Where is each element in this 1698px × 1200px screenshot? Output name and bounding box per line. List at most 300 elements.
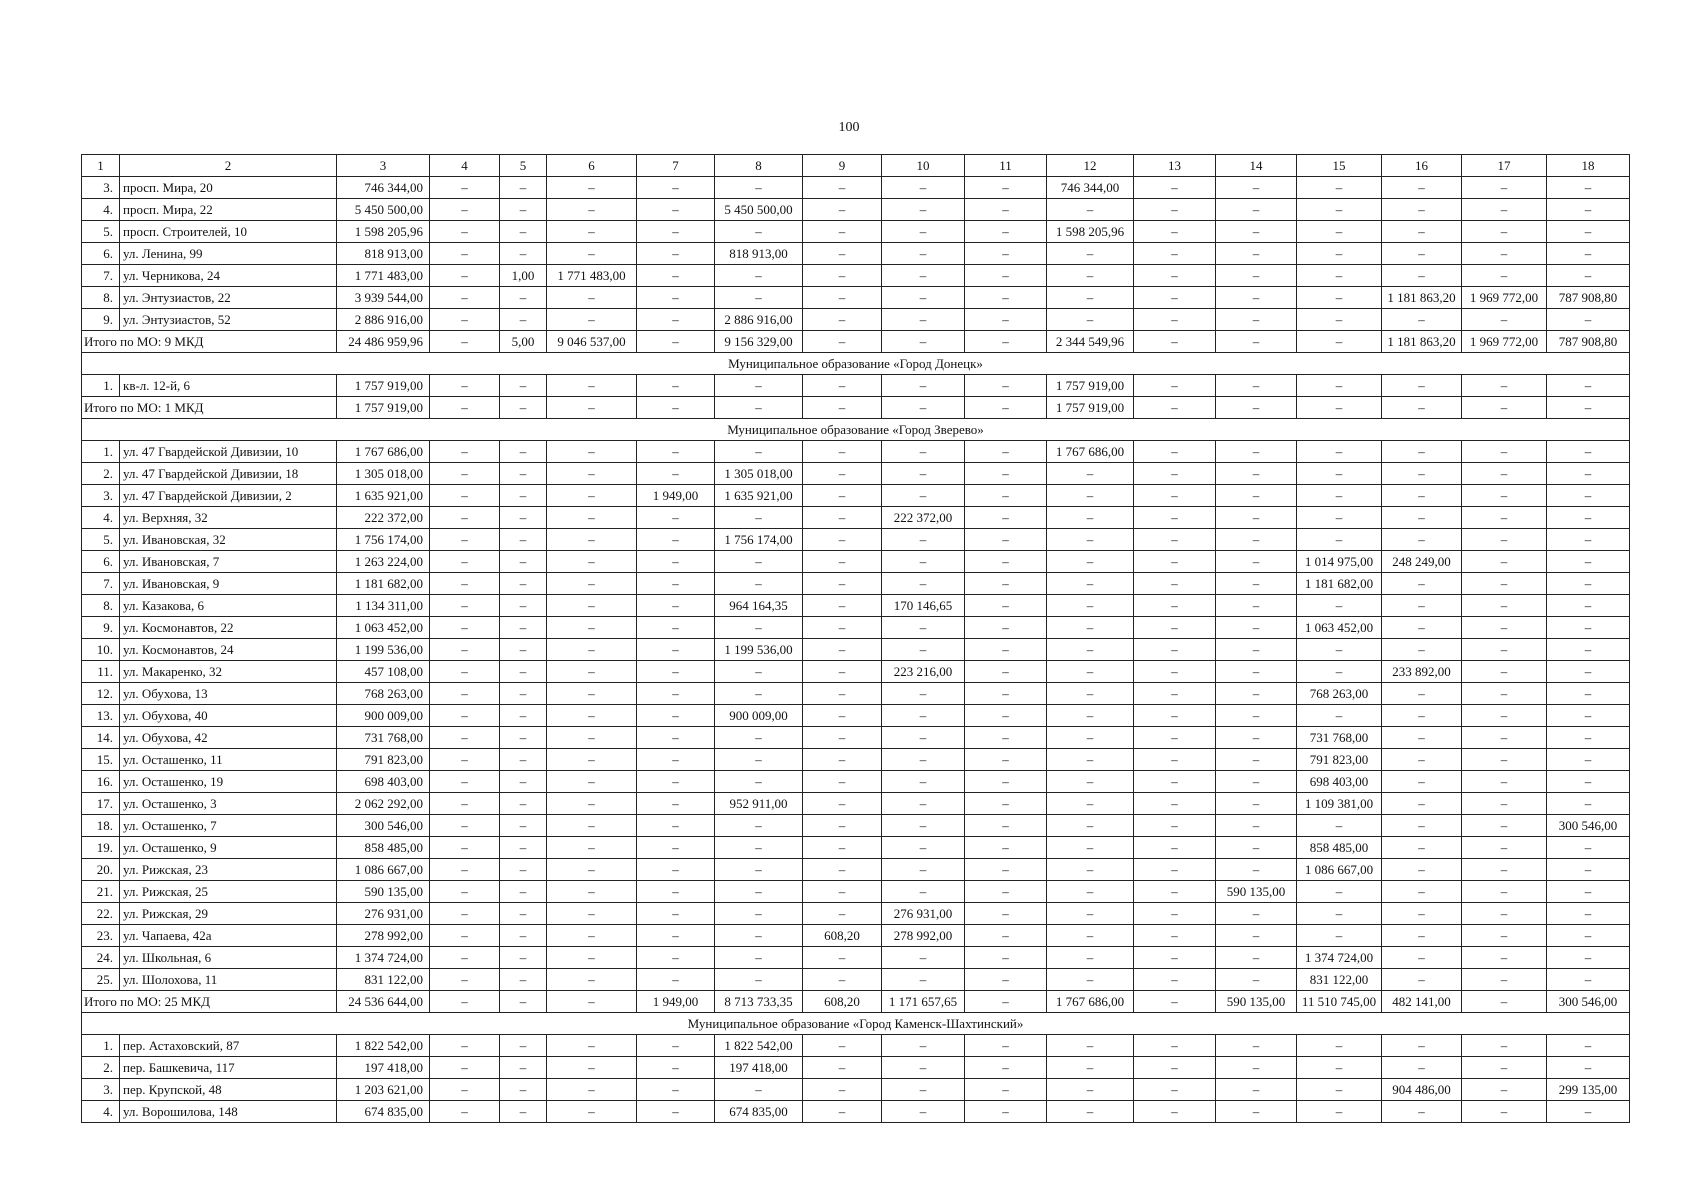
table-cell: 5 450 500,00 <box>337 199 430 221</box>
table-cell: 1 199 536,00 <box>715 639 803 661</box>
table-row <box>82 1035 1630 1057</box>
table-cell: – <box>1462 793 1547 815</box>
table-cell: 1 134 311,00 <box>337 595 430 617</box>
table-row <box>82 705 1630 727</box>
table-cell: – <box>637 639 715 661</box>
row-number: 14. <box>82 727 120 749</box>
address-cell: ул. 47 Гвардейской Дивизии, 10 <box>120 441 337 463</box>
table-cell: – <box>965 639 1047 661</box>
row-number: 21. <box>82 881 120 903</box>
table-cell: – <box>1547 309 1630 331</box>
table-cell: – <box>965 881 1047 903</box>
table-row <box>82 683 1630 705</box>
table-cell: – <box>1216 573 1297 595</box>
table-cell: – <box>430 551 500 573</box>
table-cell: – <box>803 1101 882 1123</box>
address-cell: ул. 47 Гвардейской Дивизии, 2 <box>120 485 337 507</box>
table-cell: – <box>547 375 637 397</box>
total-row <box>82 331 1630 353</box>
table-cell: – <box>1047 859 1134 881</box>
table-cell: – <box>500 991 547 1013</box>
table-cell: – <box>547 859 637 881</box>
table-cell: – <box>637 309 715 331</box>
table-cell: – <box>500 881 547 903</box>
table-cell: 278 992,00 <box>882 925 965 947</box>
table-cell: – <box>882 485 965 507</box>
table-cell: – <box>1462 243 1547 265</box>
table-cell: – <box>1547 177 1630 199</box>
table-cell: 698 403,00 <box>337 771 430 793</box>
table-cell: 858 485,00 <box>1297 837 1382 859</box>
row-number: 10. <box>82 639 120 661</box>
table-cell: – <box>637 287 715 309</box>
table-cell: – <box>1047 749 1134 771</box>
table-cell: – <box>1216 243 1297 265</box>
address-cell: кв-л. 12-й, 6 <box>120 375 337 397</box>
table-row <box>82 815 1630 837</box>
table-cell: – <box>1547 771 1630 793</box>
table-cell: – <box>1216 837 1297 859</box>
table-cell: – <box>547 287 637 309</box>
table-cell: – <box>637 1035 715 1057</box>
table-cell: – <box>547 595 637 617</box>
table-cell: – <box>430 287 500 309</box>
address-cell: ул. Верхняя, 32 <box>120 507 337 529</box>
table-cell: – <box>1047 529 1134 551</box>
table-cell: – <box>1134 529 1216 551</box>
address-cell: ул. Рижская, 23 <box>120 859 337 881</box>
table-cell: 1 969 772,00 <box>1462 287 1547 309</box>
table-cell: – <box>1382 529 1462 551</box>
table-cell: – <box>882 441 965 463</box>
table-cell: – <box>1547 595 1630 617</box>
table-cell: – <box>1216 1101 1297 1123</box>
table-cell: – <box>1382 507 1462 529</box>
table-cell: 1 086 667,00 <box>337 859 430 881</box>
table-cell: – <box>715 573 803 595</box>
table-cell: – <box>547 243 637 265</box>
table-cell: – <box>1382 375 1462 397</box>
table-cell: – <box>1462 705 1547 727</box>
table-cell: – <box>882 793 965 815</box>
table-cell: – <box>500 969 547 991</box>
table-cell: – <box>1134 771 1216 793</box>
table-row <box>82 969 1630 991</box>
table-cell: – <box>1047 265 1134 287</box>
table-cell: – <box>430 397 500 419</box>
table-cell: – <box>1462 1079 1547 1101</box>
table-cell: – <box>1462 177 1547 199</box>
table-cell: – <box>1134 265 1216 287</box>
table-cell: – <box>965 287 1047 309</box>
table-cell: – <box>1216 859 1297 881</box>
table-cell: 1 757 919,00 <box>1047 397 1134 419</box>
address-cell: ул. Рижская, 29 <box>120 903 337 925</box>
table-cell: – <box>637 947 715 969</box>
table-cell: – <box>1547 661 1630 683</box>
address-cell: ул. Осташенко, 9 <box>120 837 337 859</box>
table-cell: – <box>715 551 803 573</box>
table-cell: – <box>965 375 1047 397</box>
table-cell: 9 156 329,00 <box>715 331 803 353</box>
table-cell: – <box>1134 595 1216 617</box>
table-cell: – <box>1547 859 1630 881</box>
table-cell: – <box>1297 375 1382 397</box>
table-cell: – <box>637 749 715 771</box>
table-cell: – <box>965 463 1047 485</box>
address-cell: ул. Обухова, 13 <box>120 683 337 705</box>
table-cell: – <box>803 947 882 969</box>
table-cell: 5,00 <box>500 331 547 353</box>
table-cell: – <box>803 551 882 573</box>
table-cell: – <box>1134 925 1216 947</box>
table-cell: – <box>1462 639 1547 661</box>
table-cell: – <box>1297 463 1382 485</box>
table-cell: – <box>1216 485 1297 507</box>
table-cell: – <box>1216 199 1297 221</box>
table-cell: – <box>1382 793 1462 815</box>
table-cell: – <box>1547 903 1630 925</box>
table-cell: – <box>965 551 1047 573</box>
section-title: Муниципальное образование «Город Каменск-Шахтинский» <box>82 1013 1630 1035</box>
table-cell: – <box>715 903 803 925</box>
table-cell: – <box>882 1079 965 1101</box>
table-cell: – <box>803 265 882 287</box>
address-cell: ул. 47 Гвардейской Дивизии, 18 <box>120 463 337 485</box>
table-cell: – <box>882 837 965 859</box>
table-cell: – <box>637 507 715 529</box>
table-cell: – <box>715 507 803 529</box>
table-cell: – <box>430 793 500 815</box>
table-cell: – <box>1462 199 1547 221</box>
table-cell: – <box>965 925 1047 947</box>
table-cell: – <box>882 1035 965 1057</box>
table-cell: 1,00 <box>500 265 547 287</box>
table-cell: – <box>715 287 803 309</box>
table-cell: – <box>965 815 1047 837</box>
address-cell: ул. Ивановская, 9 <box>120 573 337 595</box>
table-cell: – <box>500 683 547 705</box>
row-number: 18. <box>82 815 120 837</box>
table-cell: – <box>500 639 547 661</box>
address-cell: ул. Чапаева, 42а <box>120 925 337 947</box>
row-number: 4. <box>82 507 120 529</box>
table-cell: – <box>547 771 637 793</box>
table-cell: – <box>637 573 715 595</box>
table-cell: – <box>803 1079 882 1101</box>
table-cell: – <box>1134 661 1216 683</box>
table-cell: – <box>1134 199 1216 221</box>
table-cell: – <box>882 639 965 661</box>
table-cell: – <box>430 705 500 727</box>
table-cell: – <box>1382 1035 1462 1057</box>
table-cell: – <box>1462 1035 1547 1057</box>
table-cell: – <box>1547 507 1630 529</box>
table-cell: – <box>965 221 1047 243</box>
table-cell: – <box>715 815 803 837</box>
table-cell: – <box>1462 859 1547 881</box>
table-cell: – <box>882 881 965 903</box>
table-cell: 590 135,00 <box>1216 991 1297 1013</box>
table-cell: – <box>500 551 547 573</box>
table-cell: – <box>430 925 500 947</box>
table-cell: – <box>1462 441 1547 463</box>
header-cell: 9 <box>803 155 882 177</box>
table-cell: – <box>882 287 965 309</box>
table-cell: 1 822 542,00 <box>715 1035 803 1057</box>
table-cell: – <box>715 375 803 397</box>
table-cell: – <box>430 771 500 793</box>
table-cell: – <box>430 595 500 617</box>
table-cell: 818 913,00 <box>715 243 803 265</box>
table-cell: – <box>965 529 1047 551</box>
table-cell: – <box>637 793 715 815</box>
table-cell: – <box>715 1079 803 1101</box>
table-cell: – <box>1297 815 1382 837</box>
table-cell: 1 756 174,00 <box>715 529 803 551</box>
table-cell: – <box>547 925 637 947</box>
table-cell: – <box>803 485 882 507</box>
row-number: 4. <box>82 1101 120 1123</box>
table-cell: – <box>1547 1101 1630 1123</box>
table-cell: – <box>882 463 965 485</box>
table-cell: – <box>1216 331 1297 353</box>
table-cell: – <box>803 771 882 793</box>
row-number: 24. <box>82 947 120 969</box>
table-cell: – <box>1216 925 1297 947</box>
table-cell: – <box>547 705 637 727</box>
table-row <box>82 925 1630 947</box>
table-cell: – <box>547 969 637 991</box>
table-cell: – <box>1547 749 1630 771</box>
table-cell: – <box>1047 573 1134 595</box>
table-cell: 1 598 205,96 <box>1047 221 1134 243</box>
table-cell: – <box>1047 1079 1134 1101</box>
table-row <box>82 661 1630 683</box>
table-cell: – <box>1134 441 1216 463</box>
total-row <box>82 397 1630 419</box>
table-cell: 11 510 745,00 <box>1297 991 1382 1013</box>
address-cell: ул. Макаренко, 32 <box>120 661 337 683</box>
table-cell: 746 344,00 <box>1047 177 1134 199</box>
table-cell: – <box>715 969 803 991</box>
table-cell: – <box>637 859 715 881</box>
total-label: Итого по МО: 25 МКД <box>82 991 337 1013</box>
table-cell: – <box>1547 683 1630 705</box>
table-cell: – <box>1297 199 1382 221</box>
section-row <box>82 353 1630 375</box>
table-cell: – <box>1134 1101 1216 1123</box>
table-cell: – <box>1547 969 1630 991</box>
table-cell: – <box>1216 551 1297 573</box>
table-cell: – <box>1382 969 1462 991</box>
row-number: 4. <box>82 199 120 221</box>
table-cell: 1 181 682,00 <box>337 573 430 595</box>
table-cell: – <box>1462 507 1547 529</box>
table-cell: – <box>1134 331 1216 353</box>
table-cell: 791 823,00 <box>1297 749 1382 771</box>
table-cell: – <box>1462 991 1547 1013</box>
table-row <box>82 441 1630 463</box>
header-cell: 4 <box>430 155 500 177</box>
table-row <box>82 265 1630 287</box>
table-cell: – <box>637 925 715 947</box>
table-cell: 1 109 381,00 <box>1297 793 1382 815</box>
table-cell: – <box>1216 639 1297 661</box>
table-cell: – <box>1216 1035 1297 1057</box>
table-cell: – <box>500 947 547 969</box>
table-cell: – <box>1216 617 1297 639</box>
table-cell: – <box>500 595 547 617</box>
row-number: 3. <box>82 1079 120 1101</box>
row-number: 16. <box>82 771 120 793</box>
table-cell: – <box>882 397 965 419</box>
table-cell: – <box>430 727 500 749</box>
table-row <box>82 595 1630 617</box>
table-cell: 5 450 500,00 <box>715 199 803 221</box>
table-cell: – <box>1134 727 1216 749</box>
table-cell: – <box>637 727 715 749</box>
table-cell: – <box>1134 903 1216 925</box>
table-cell: – <box>1047 1101 1134 1123</box>
table-row <box>82 463 1630 485</box>
table-row <box>82 221 1630 243</box>
table-cell: – <box>1382 903 1462 925</box>
row-number: 15. <box>82 749 120 771</box>
table-cell: – <box>500 573 547 595</box>
table-cell: – <box>882 947 965 969</box>
row-number: 23. <box>82 925 120 947</box>
table-cell: – <box>1297 397 1382 419</box>
table-cell: – <box>500 771 547 793</box>
table-row <box>82 199 1630 221</box>
table-cell: – <box>500 177 547 199</box>
table-cell: – <box>1047 551 1134 573</box>
row-number: 25. <box>82 969 120 991</box>
header-cell: 17 <box>1462 155 1547 177</box>
table-row <box>82 529 1630 551</box>
table-cell: – <box>882 551 965 573</box>
address-cell: ул. Ивановская, 7 <box>120 551 337 573</box>
table-cell: – <box>547 683 637 705</box>
table-cell: – <box>637 683 715 705</box>
address-cell: ул. Космонавтов, 24 <box>120 639 337 661</box>
table-cell: – <box>1134 1057 1216 1079</box>
table-cell: – <box>1382 749 1462 771</box>
table-cell: – <box>965 617 1047 639</box>
table-cell: – <box>1547 485 1630 507</box>
table-cell: – <box>1462 265 1547 287</box>
section-title: Муниципальное образование «Город Зверево» <box>82 419 1630 441</box>
table-cell: – <box>1297 243 1382 265</box>
table-cell: 1 756 174,00 <box>337 529 430 551</box>
table-cell: – <box>965 771 1047 793</box>
table-cell: – <box>500 1079 547 1101</box>
table-cell: 1 199 536,00 <box>337 639 430 661</box>
table-cell: – <box>637 265 715 287</box>
table-cell: – <box>637 1057 715 1079</box>
table-cell: 2 886 916,00 <box>337 309 430 331</box>
table-cell: – <box>547 551 637 573</box>
table-cell: – <box>1382 617 1462 639</box>
row-number: 12. <box>82 683 120 705</box>
table-cell: – <box>1547 529 1630 551</box>
row-number: 2. <box>82 463 120 485</box>
table-cell: – <box>1134 177 1216 199</box>
address-cell: ул. Ворошилова, 148 <box>120 1101 337 1123</box>
table-cell: – <box>965 1035 1047 1057</box>
table-cell: – <box>803 639 882 661</box>
table-cell: – <box>1047 199 1134 221</box>
table-cell: – <box>965 265 1047 287</box>
table-cell: – <box>803 859 882 881</box>
table-cell: – <box>500 815 547 837</box>
address-cell: ул. Обухова, 40 <box>120 705 337 727</box>
address-cell: ул. Осташенко, 7 <box>120 815 337 837</box>
table-cell: – <box>430 639 500 661</box>
table-cell: – <box>1297 639 1382 661</box>
table-row <box>82 507 1630 529</box>
section-title: Муниципальное образование «Город Донецк» <box>82 353 1630 375</box>
table-cell: 8 713 733,35 <box>715 991 803 1013</box>
table-cell: – <box>637 529 715 551</box>
header-cell: 16 <box>1382 155 1462 177</box>
table-cell: – <box>965 837 1047 859</box>
table-cell: – <box>1047 771 1134 793</box>
table-cell: – <box>1547 551 1630 573</box>
address-cell: ул. Осташенко, 11 <box>120 749 337 771</box>
address-cell: ул. Ивановская, 32 <box>120 529 337 551</box>
row-number: 7. <box>82 573 120 595</box>
table-cell: – <box>1134 815 1216 837</box>
table-cell: 278 992,00 <box>337 925 430 947</box>
table-cell: – <box>500 793 547 815</box>
table-cell: – <box>803 463 882 485</box>
table-cell: – <box>500 837 547 859</box>
table-cell: – <box>965 1101 1047 1123</box>
table-cell: – <box>637 837 715 859</box>
header-cell: 5 <box>500 155 547 177</box>
table-cell: – <box>965 705 1047 727</box>
table-cell: – <box>1047 1035 1134 1057</box>
page-number: 100 <box>838 120 860 135</box>
table-cell: – <box>965 969 1047 991</box>
table-cell: – <box>1047 595 1134 617</box>
table-cell: – <box>965 749 1047 771</box>
table-cell: – <box>1047 837 1134 859</box>
table-cell: – <box>1047 639 1134 661</box>
table-cell: – <box>1216 309 1297 331</box>
table-cell: – <box>1297 903 1382 925</box>
table-cell: 300 546,00 <box>337 815 430 837</box>
table-cell: – <box>500 243 547 265</box>
table-cell: – <box>547 837 637 859</box>
table-cell: – <box>547 397 637 419</box>
table-cell: – <box>1134 749 1216 771</box>
table-cell: – <box>965 991 1047 1013</box>
table-cell: – <box>500 199 547 221</box>
table-cell: 964 164,35 <box>715 595 803 617</box>
table-cell: – <box>882 617 965 639</box>
table-row <box>82 639 1630 661</box>
table-cell: – <box>637 1079 715 1101</box>
table-cell: – <box>965 859 1047 881</box>
table-cell: – <box>430 815 500 837</box>
table-cell: – <box>1547 265 1630 287</box>
table-cell: – <box>1216 1057 1297 1079</box>
table-cell: – <box>500 903 547 925</box>
table-cell: – <box>965 573 1047 595</box>
